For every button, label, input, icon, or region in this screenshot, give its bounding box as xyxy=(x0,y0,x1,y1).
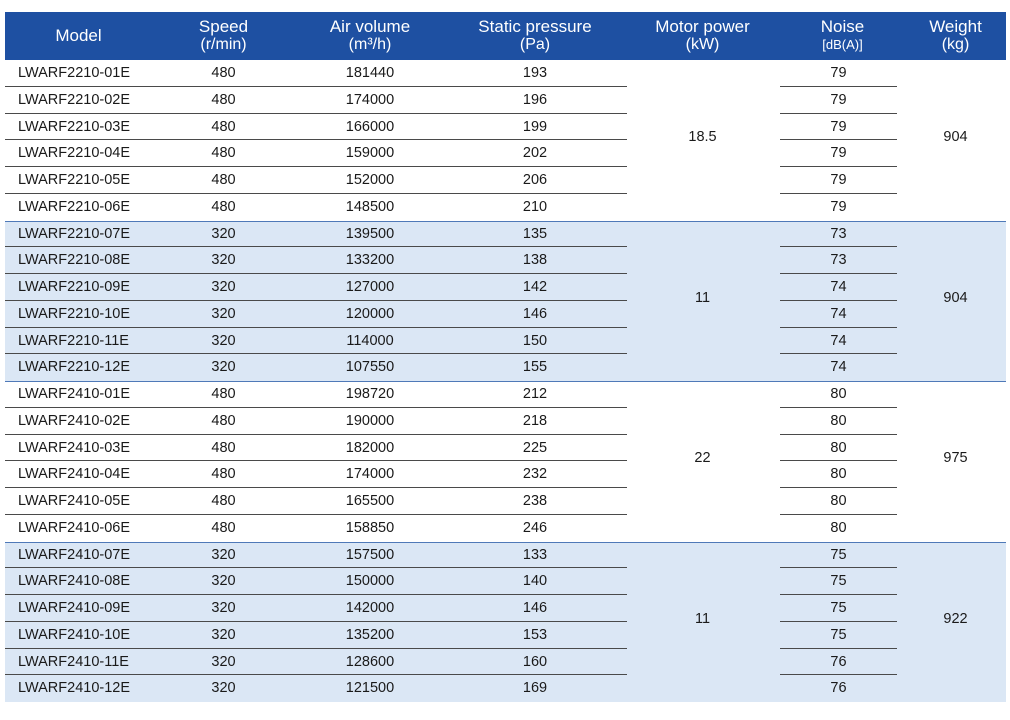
air-volume-cell: 133200 xyxy=(345,252,395,269)
air-volume-cell: 107550 xyxy=(345,359,395,376)
static-pressure-cell: 153 xyxy=(522,626,548,643)
header-weight xyxy=(905,12,1006,60)
static-pressure-cell: 160 xyxy=(522,653,548,670)
air-volume-cell: 157500 xyxy=(345,546,395,563)
noise-cell: 80 xyxy=(830,466,847,483)
speed-cell: 480 xyxy=(211,172,236,188)
static-pressure-cell: 142 xyxy=(522,279,548,295)
static-pressure-cell: 218 xyxy=(522,412,548,429)
motor-power-cell: 11 xyxy=(694,610,711,627)
static-pressure-cell: 140 xyxy=(522,573,548,590)
speed-cell: 320 xyxy=(211,332,236,349)
header-static-pressure-unit: (Pa) xyxy=(519,36,551,53)
air-volume-cell: 166000 xyxy=(345,118,395,135)
speed-cell: 480 xyxy=(211,145,236,162)
air-volume-cell: 165500 xyxy=(345,493,395,509)
speed-cell: 480 xyxy=(211,65,236,81)
speed-cell: 480 xyxy=(211,412,236,429)
speed-cell: 480 xyxy=(211,91,236,108)
header-static-pressure xyxy=(445,12,625,60)
speed-cell: 480 xyxy=(211,466,236,483)
header-model-label: Model xyxy=(55,26,102,45)
speed-cell: 320 xyxy=(211,573,236,590)
static-pressure-cell: 146 xyxy=(522,305,548,322)
static-pressure-cell: 199 xyxy=(522,118,548,135)
header-model xyxy=(5,12,152,60)
noise-cell: 74 xyxy=(830,332,847,349)
noise-cell: 76 xyxy=(830,653,847,670)
speed-cell: 320 xyxy=(211,653,236,670)
noise-cell: 79 xyxy=(830,65,847,81)
static-pressure-cell: 246 xyxy=(522,519,548,536)
noise-cell: 79 xyxy=(830,198,847,215)
header-weight-unit: (kg) xyxy=(941,36,970,53)
noise-cell: 80 xyxy=(830,519,847,536)
model-cell: LWARF2210-05E xyxy=(18,172,131,188)
speed-cell: 320 xyxy=(211,546,236,563)
static-pressure-cell: 138 xyxy=(522,252,548,269)
noise-cell: 74 xyxy=(830,279,847,295)
row-group xyxy=(5,542,1006,703)
air-volume-cell: 139500 xyxy=(345,225,395,242)
noise-cell: 79 xyxy=(830,172,847,188)
air-volume-cell: 127000 xyxy=(345,279,395,295)
model-cell: LWARF2410-12E xyxy=(18,680,131,697)
model-cell: LWARF2410-08E xyxy=(18,573,131,590)
static-pressure-cell: 196 xyxy=(522,91,548,108)
static-pressure-cell: 225 xyxy=(522,439,548,456)
model-cell: LWARF2210-01E xyxy=(18,65,131,81)
speed-cell: 320 xyxy=(211,305,236,322)
noise-cell: 79 xyxy=(830,118,847,135)
table-header xyxy=(5,12,1006,60)
speed-cell: 480 xyxy=(211,493,236,509)
noise-cell: 80 xyxy=(830,386,847,402)
noise-cell: 80 xyxy=(830,412,847,429)
speed-cell: 320 xyxy=(211,252,236,269)
speed-cell: 480 xyxy=(211,118,236,135)
static-pressure-cell: 155 xyxy=(522,359,548,376)
noise-cell: 74 xyxy=(830,305,847,322)
model-cell: LWARF2210-07E xyxy=(18,225,131,242)
speed-cell: 480 xyxy=(211,519,236,536)
static-pressure-cell: 135 xyxy=(522,225,548,242)
static-pressure-cell: 210 xyxy=(522,198,548,215)
model-cell: LWARF2210-02E xyxy=(18,91,131,108)
static-pressure-cell: 150 xyxy=(522,332,548,349)
speed-cell: 320 xyxy=(211,279,236,295)
air-volume-cell: 198720 xyxy=(345,386,395,402)
model-cell: LWARF2410-06E xyxy=(18,519,131,536)
static-pressure-cell: 146 xyxy=(522,600,548,616)
model-cell: LWARF2210-08E xyxy=(18,252,131,269)
model-cell: LWARF2210-11E xyxy=(18,332,129,349)
noise-cell: 80 xyxy=(830,493,847,509)
model-cell: LWARF2210-03E xyxy=(18,118,131,135)
air-volume-cell: 142000 xyxy=(345,600,395,616)
air-volume-cell: 174000 xyxy=(345,91,395,108)
model-cell: LWARF2410-02E xyxy=(18,412,131,429)
static-pressure-cell: 206 xyxy=(522,172,548,188)
header-noise-unit: [dB(A)] xyxy=(822,37,863,52)
noise-cell: 76 xyxy=(830,680,847,697)
static-pressure-cell: 202 xyxy=(522,145,548,162)
header-motor-power xyxy=(625,12,780,60)
model-cell: LWARF2410-10E xyxy=(18,626,131,643)
noise-cell: 75 xyxy=(830,573,847,590)
row-group xyxy=(5,60,1006,221)
model-cell: LWARF2410-01E xyxy=(18,386,131,402)
static-pressure-cell: 193 xyxy=(522,65,548,81)
speed-cell: 320 xyxy=(211,626,236,643)
air-volume-cell: 181440 xyxy=(345,65,395,81)
noise-cell: 74 xyxy=(830,359,847,376)
speed-cell: 320 xyxy=(211,225,236,242)
model-cell: LWARF2410-09E xyxy=(18,600,131,616)
noise-cell: 75 xyxy=(830,546,847,563)
header-static-pressure-label: Static pressure xyxy=(478,17,592,36)
air-volume-cell: 135200 xyxy=(345,626,395,643)
air-volume-cell: 152000 xyxy=(345,172,395,188)
speed-cell: 480 xyxy=(211,198,236,215)
air-volume-cell: 158850 xyxy=(345,519,395,536)
air-volume-cell: 174000 xyxy=(345,466,395,483)
speed-cell: 320 xyxy=(211,600,236,616)
header-air-volume-unit: (m³/h) xyxy=(348,36,392,53)
header-motor-power-label: Motor power xyxy=(655,17,750,36)
air-volume-cell: 128600 xyxy=(345,653,395,670)
model-cell: LWARF2210-04E xyxy=(18,145,131,162)
model-cell: LWARF2410-07E xyxy=(18,546,131,563)
model-cell: LWARF2410-04E xyxy=(18,466,131,483)
motor-power-cell: 22 xyxy=(694,450,711,467)
static-pressure-cell: 232 xyxy=(522,466,548,483)
speed-cell: 480 xyxy=(211,386,236,402)
air-volume-cell: 121500 xyxy=(345,680,395,697)
header-speed-unit: (r/min) xyxy=(200,36,247,53)
weight-cell: 975 xyxy=(943,450,968,467)
row-group xyxy=(5,381,1006,542)
speed-cell: 480 xyxy=(211,439,236,456)
noise-cell: 79 xyxy=(830,145,847,162)
header-speed xyxy=(152,12,295,60)
motor-power-cell: 11 xyxy=(694,289,711,306)
noise-cell: 73 xyxy=(830,252,847,269)
air-volume-cell: 182000 xyxy=(345,439,395,456)
header-air-volume xyxy=(295,12,445,60)
static-pressure-cell: 212 xyxy=(522,386,548,402)
header-speed-label: Speed xyxy=(198,17,249,36)
air-volume-cell: 114000 xyxy=(346,332,394,349)
weight-cell: 904 xyxy=(943,129,968,146)
noise-cell: 80 xyxy=(830,439,847,456)
static-pressure-cell: 238 xyxy=(522,493,548,509)
model-cell: LWARF2210-09E xyxy=(18,279,131,295)
header-motor-power-unit: (kW) xyxy=(685,36,720,53)
model-cell: LWARF2210-10E xyxy=(18,305,131,322)
air-volume-cell: 148500 xyxy=(345,198,395,215)
air-volume-cell: 159000 xyxy=(345,145,395,162)
noise-cell: 75 xyxy=(830,626,847,643)
header-noise-label: Noise xyxy=(820,17,865,36)
noise-cell: 79 xyxy=(830,91,847,108)
speed-cell: 320 xyxy=(211,680,236,697)
model-cell: LWARF2210-12E xyxy=(18,359,131,376)
static-pressure-cell: 169 xyxy=(522,680,548,697)
model-cell: LWARF2410-03E xyxy=(18,439,131,456)
noise-cell: 75 xyxy=(830,600,847,616)
header-weight-label: Weight xyxy=(929,17,982,36)
model-cell: LWARF2410-11E xyxy=(18,653,129,670)
model-cell: LWARF2410-05E xyxy=(18,493,131,509)
weight-cell: 904 xyxy=(943,289,968,306)
air-volume-cell: 190000 xyxy=(345,412,395,429)
row-group xyxy=(5,221,1006,382)
static-pressure-cell: 133 xyxy=(522,546,548,563)
model-cell: LWARF2210-06E xyxy=(18,198,131,215)
header-air-volume-label: Air volume xyxy=(329,17,411,36)
air-volume-cell: 150000 xyxy=(345,573,395,590)
noise-cell: 73 xyxy=(830,225,847,242)
motor-power-cell: 18.5 xyxy=(688,129,717,146)
weight-cell: 922 xyxy=(943,610,968,627)
air-volume-cell: 120000 xyxy=(345,305,395,322)
header-noise xyxy=(780,12,905,60)
speed-cell: 320 xyxy=(211,359,236,376)
